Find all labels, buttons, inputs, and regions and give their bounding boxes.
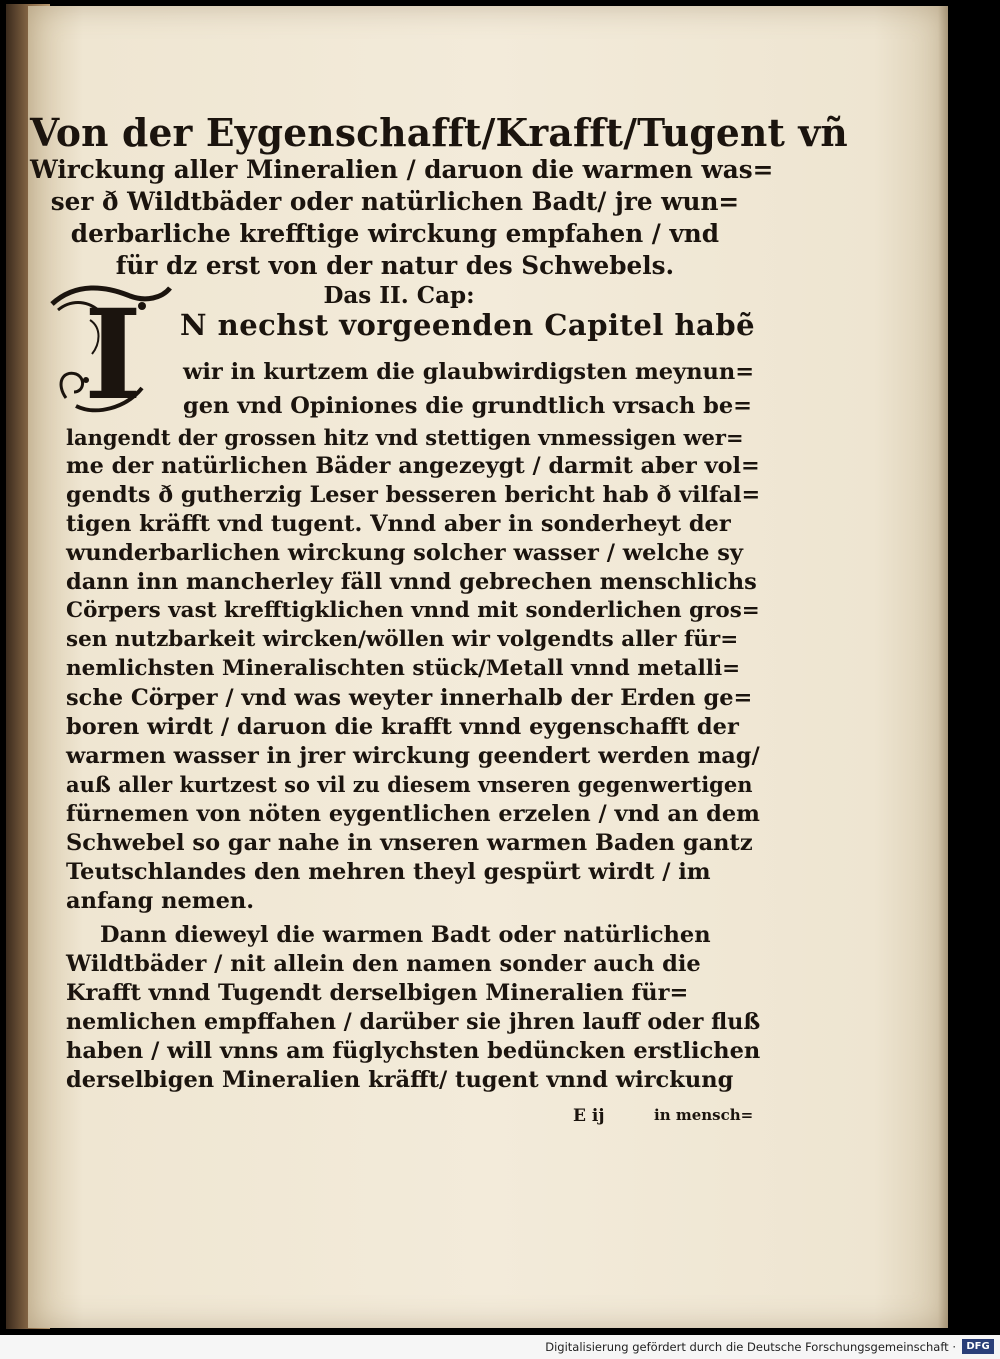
heading-line-4: derbarliche krefftige wirckung empfahen / vnd — [70, 219, 720, 248]
chapter-number: Das II. Cap: — [323, 282, 475, 309]
body-line-1: N nechst vorgeenden Capitel habẽ — [180, 308, 756, 342]
body-line-21: Dann dieweyl die warmen Badt oder natürlichen — [100, 922, 711, 948]
body-line-22: Wildtbäder / nit allein den namen sonder auch die — [66, 951, 701, 977]
body-line-20: anfang nemen. — [66, 888, 255, 914]
body-line-23: Krafft vnnd Tugendt derselbigen Mineralien für= — [66, 980, 689, 1006]
page-footer — [0, 1106, 1000, 1130]
body-line-4: langendt der grossen hitz vnd stettigen vnmessigen wer= — [66, 425, 744, 450]
body-line-5: me der natürlichen Bäder angezeygt / darmit aber vol= — [66, 453, 760, 479]
body-line-7: tigen kräfft vnd tugent. Vnnd aber in sonderheyt der — [66, 511, 731, 537]
body-line-9: dann inn mancherley fäll vnnd gebrechen menschlichs — [66, 569, 757, 595]
credit-bar — [0, 1335, 1000, 1359]
catchword: in mensch= — [654, 1106, 754, 1124]
body-line-3: gen vnd Opiniones die grundtlich vrsach be= — [183, 393, 753, 419]
body-line-2: wir in kurtzem die glaubwirdigsten meynun= — [183, 359, 755, 385]
body-line-19: Teutschlandes den mehren theyl gespürt wirdt / im — [66, 859, 711, 885]
credit-text: Digitalisierung gefördert durch die Deutsche Forschungsgemeinschaft · — [545, 1340, 956, 1354]
body-line-18: Schwebel so gar nahe in vnseren warmen Baden gantz — [66, 830, 753, 856]
body-line-12: nemlichsten Mineralischten stück/Metall vnnd metalli= — [66, 656, 741, 681]
heading-line-1: Von der Eygenschafft/Krafft/Tugent vñ — [30, 110, 848, 155]
body-line-15: warmen wasser in jrer wirckung geendert werden mag/ — [66, 743, 760, 769]
body-line-6: gendts ð gutherzig Leser besseren bericht hab ð vilfal= — [66, 482, 761, 508]
body-line-11: sen nutzbarkeit wircken/wöllen wir volgendts aller für= — [66, 627, 739, 652]
decorated-initial — [46, 280, 176, 418]
heading-line-2: Wirckung aller Mineralien / daruon die warmen was= — [30, 155, 774, 184]
initial-letter: I — [84, 283, 143, 418]
body-line-8: wunderbarlichen wirckung solcher wasser / welche sy — [66, 540, 743, 566]
body-line-24: nemlichen empffahen / darüber sie jhren lauff oder fluß — [66, 1009, 761, 1035]
body-line-16: auß aller kurtzest so vil zu diesem vnseren gegenwertigen — [66, 772, 753, 797]
heading-line-5: für dz erst von der natur des Schwebels. — [115, 251, 675, 280]
body-line-10: Cörpers vast krefftigklichen vnnd mit sonderlichen gros= — [66, 598, 760, 623]
heading-line-3: ser ð Wildtbäder oder natürlichen Badt/ jre wun= — [50, 187, 740, 216]
body-line-25: haben / will vnns am füglychsten bedüncken erstlichen — [66, 1038, 761, 1064]
body-line-13: sche Cörper / vnd was weyter innerhalb der Erden ge= — [66, 685, 753, 711]
body-line-26: derselbigen Mineralien kräfft/ tugent vnnd wirckung — [66, 1067, 734, 1093]
chapter-heading — [30, 110, 848, 282]
body-line-14: boren wirdt / daruon die krafft vnnd eygenschafft der — [66, 714, 739, 740]
decorated-initial-graphic — [46, 280, 176, 418]
dfg-logo[interactable]: DFG — [962, 1339, 994, 1354]
signature-mark: E ij — [573, 1106, 605, 1126]
body-line-17: fürnemen von nöten eygentlichen erzelen / vnd an dem — [66, 801, 760, 827]
